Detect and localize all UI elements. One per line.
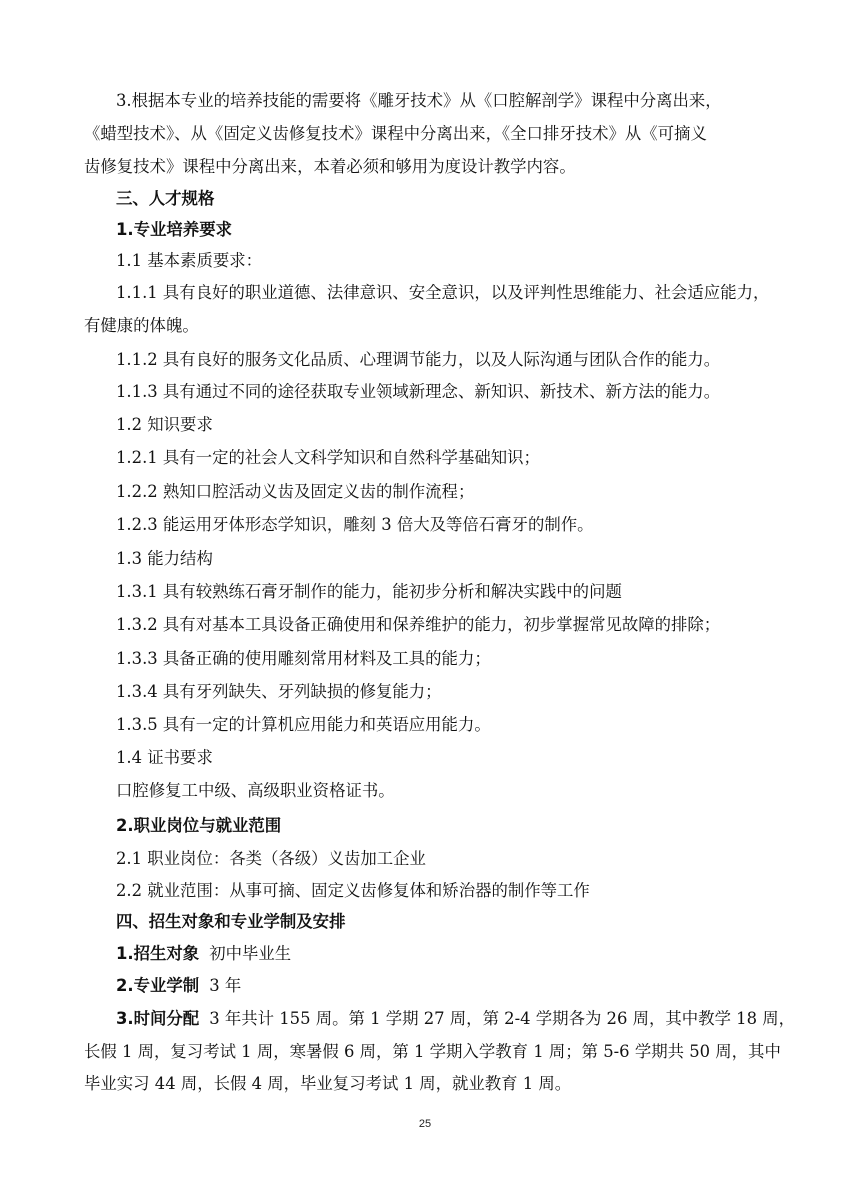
item-1-2-2: 1.2.2 熟知口腔活动义齿及固定义齿的制作流程； [116, 482, 475, 501]
item-1-3-1: 1.3.1 具有较熟练石膏牙制作的能力，能初步分析和解决实践中的问题 [116, 582, 622, 601]
paragraph-3-line-2: 《蜡型技术》、从《固定义齿修复技术》课程中分离出来，《全口排牙技术》从《可摘义 [84, 124, 707, 143]
time-allocation-line-1 [116, 1008, 816, 1030]
time-allocation-label: 3.时间分配 [116, 1009, 200, 1028]
subsection-2-heading: 2.职业岗位与就业范围 [116, 816, 282, 835]
section-4-heading: 四、招生对象和专业学制及安排 [116, 912, 346, 931]
subsection-1-heading: 1.专业培养要求 [116, 220, 232, 239]
item-2-1: 2.1 职业岗位：各类（各级）义齿加工企业 [116, 849, 426, 868]
enrollment-target [116, 943, 816, 965]
time-allocation-text-1: 3 年共计 155 周。第 1 学期 27 周，第 2-4 学期各为 26 周，其中教学 18 周， [209, 1009, 796, 1028]
item-1-1-1-line-1: 1.1.1 具有良好的职业道德、法律意识、安全意识，以及评判性思维能力、社会适应能力， [116, 283, 770, 302]
item-1-1-3: 1.1.3 具有通过不同的途径获取专业领域新理念、新知识、新技术、新方法的能力。 [116, 382, 721, 401]
item-1-2: 1.2 知识要求 [116, 415, 213, 434]
item-1-4: 1.4 证书要求 [116, 748, 213, 767]
item-1-1-2: 1.1.2 具有良好的服务文化品质、心理调节能力，以及人际沟通与团队合作的能力。 [116, 350, 721, 369]
section-3-heading: 三、人才规格 [116, 189, 215, 208]
time-allocation-line-3: 毕业实习 44 周，长假 4 周，毕业复习考试 1 周，就业教育 1 周。 [84, 1074, 572, 1093]
program-duration-label: 2.专业学制 [116, 976, 200, 995]
item-1-2-3: 1.2.3 能运用牙体形态学知识，雕刻 3 倍大及等倍石膏牙的制作。 [116, 515, 594, 534]
item-1-1: 1.1 基本素质要求： [116, 251, 263, 270]
enrollment-target-value: 初中毕业生 [209, 944, 292, 963]
item-1-3-5: 1.3.5 具有一定的计算机应用能力和英语应用能力。 [116, 715, 491, 734]
enrollment-target-label: 1.招生对象 [116, 944, 200, 963]
item-2-2: 2.2 就业范围：从事可摘、固定义齿修复体和矫治器的制作等工作 [116, 881, 590, 900]
item-1-1-1-line-2: 有健康的体魄。 [84, 316, 199, 335]
paragraph-3-line-1: 3.根据本专业的培养技能的需要将《雕牙技术》从《口腔解剖学》课程中分离出来， [116, 91, 722, 110]
program-duration [116, 975, 816, 997]
item-1-3-2: 1.3.2 具有对基本工具设备正确使用和保养维护的能力，初步掌握常见故障的排除； [116, 615, 721, 634]
program-duration-value: 3 年 [209, 976, 242, 995]
item-1-3-3: 1.3.3 具备正确的使用雕刻常用材料及工具的能力； [116, 649, 491, 668]
item-1-4-text: 口腔修复工中级、高级职业资格证书。 [116, 781, 395, 800]
item-1-3: 1.3 能力结构 [116, 549, 213, 568]
item-1-2-1: 1.2.1 具有一定的社会人文科学知识和自然科学基础知识； [116, 448, 540, 467]
paragraph-3-line-3: 齿修复技术》课程中分离出来，本着必须和够用为度设计教学内容。 [84, 157, 576, 176]
time-allocation-line-2: 长假 1 周，复习考试 1 周，寒暑假 6 周，第 1 学期入学教育 1 周；第 5-6 学期共 50 周，其中 [84, 1042, 781, 1061]
item-1-3-4: 1.3.4 具有牙列缺失、牙列缺损的修复能力； [116, 682, 442, 701]
page-number: 25 [418, 1118, 432, 1130]
